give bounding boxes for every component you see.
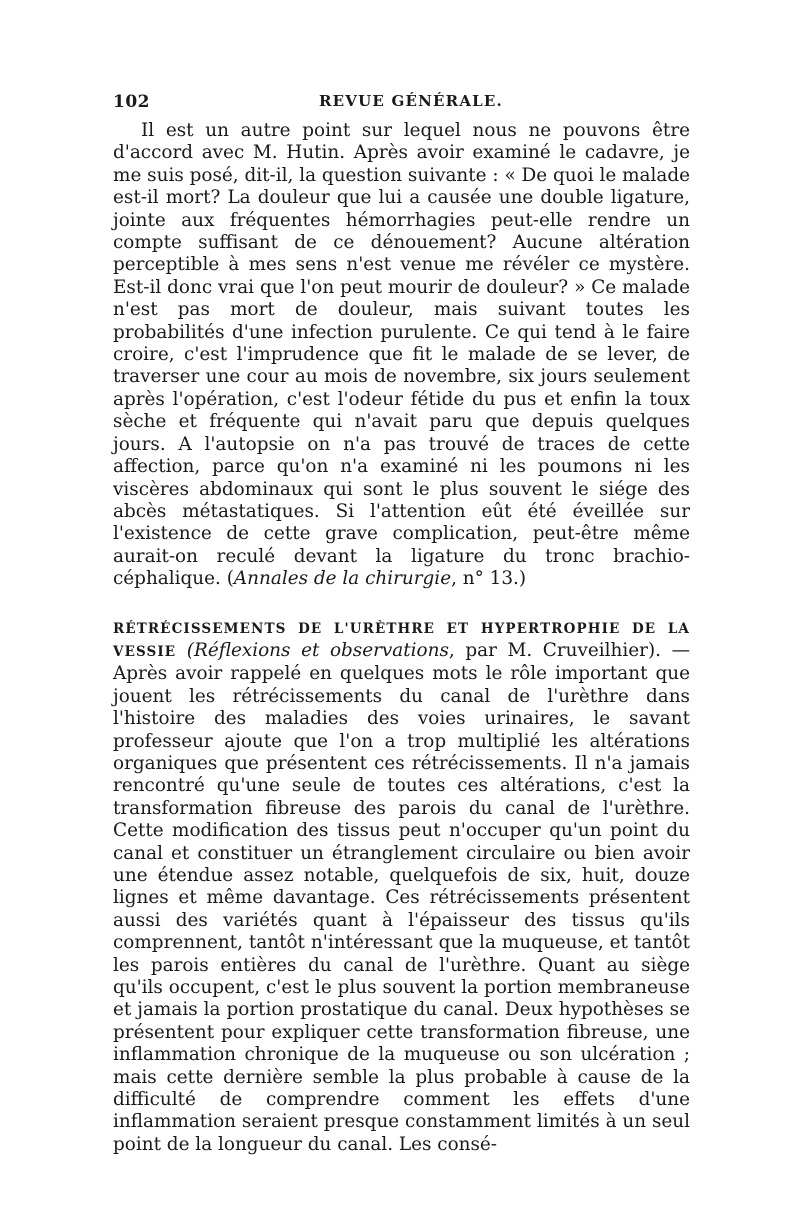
paragraph-2-text: Après avoir rappelé en quelques mots le rôle important que jouent les rétrécissements du canal de l'urèthre dans l'histoire des maladies des voies urinaires, le savant professeur ajoute que l'on a trop multiplié les altérations organiques que présentent ces rétrécissements. Il n'a jamais rencontré qu'une seule de toutes ces altérations, c'est la transformation fibreuse des parois du canal de l'urèthre. Cette modification des tissus peut n'occuper qu'un point du canal et constituer un étranglement circulaire ou bien avoir une étendue assez notable, quelquefois de six, huit, douze lignes et même davantage. Ces rétrécissements présentent aussi des variétés quant à l'épaisseur des tissus qu'ils comprennent, tantôt n'intéressant que la muqueuse, et tantôt les parois entières du canal de l'urèthre. Quant au siège qu'ils occupent, c'est le plus souvent la portion membraneuse et jamais la portion prostatique du canal. Deux hypothèses se présentent pour expliquer cette transformation fibreuse, une inflammation chronique de la muqueuse ou son ulcération ; mais cette dernière semble la plus probable à cause de la difficulté de comprendre comment les effets d'une inflammation seraient presque constamment limités à un seul point de la longueur du canal. Les consé- bbox=[113, 663, 690, 1155]
journal-citation: Annales de la chirurgie bbox=[233, 568, 452, 590]
journal-title: REVUE GÉNÉRALE. bbox=[319, 92, 503, 110]
citation-issue: , n° 13.) bbox=[451, 568, 527, 590]
article-byline: , par M. Cruveilhier). — bbox=[448, 639, 690, 661]
paragraph-1-text: Il est un autre point sur lequel nous ne pouvons être d'accord avec M. Hutin. Après avoir examiné le cadavre, je me suis posé, dit-il, la question suivante : « De quoi le malade est-il mort? La douleur que lui a causée une double ligature, jointe aux fréquentes hémorrhagies peut-elle rendre un compte suffisant de ce dénouement? Aucune altération perceptible à mes sens n'est venue me révéler ce mystère. Est-il donc vrai que l'on peut mourir de douleur? » Ce malade n'est pas mort de douleur, mais suivant toutes les probabilités d'une infection purulente. Ce qui tend à le faire croire, c'est l'imprudence que fit le malade de se lever, de traverser une cour au mois de novembre, six jours seulement après l'opération, c'est l'odeur fétide du pus et enfin la toux sèche et fréquente qui n'avait paru que depuis quelques jours. A l'autopsie on n'a pas trouvé de traces de cette affection, parce qu'on n'a examiné ni les poumons ni les viscères abdominaux qui sont le plus souvent le siége des abcès métastatiques. Si l'attention eût été éveillée sur l'existence de cette grave complication, peut-être même aurait-on reculé devant la ligature du tronc brachio-céphalique. ( bbox=[113, 120, 690, 590]
document-page bbox=[113, 92, 690, 1156]
article-subtitle: (Réflexions et observations bbox=[186, 639, 449, 661]
paragraph-cruveilhier-review bbox=[113, 617, 690, 1157]
paragraph-hutin-case bbox=[113, 120, 690, 591]
section-heading: RÉTRÉCISSEMENTS DE L'URÈTHRE ET HYPERTROPHIE DE LA VESSIE bbox=[113, 620, 690, 660]
page-number: 102 bbox=[113, 92, 150, 112]
running-head bbox=[113, 92, 690, 120]
